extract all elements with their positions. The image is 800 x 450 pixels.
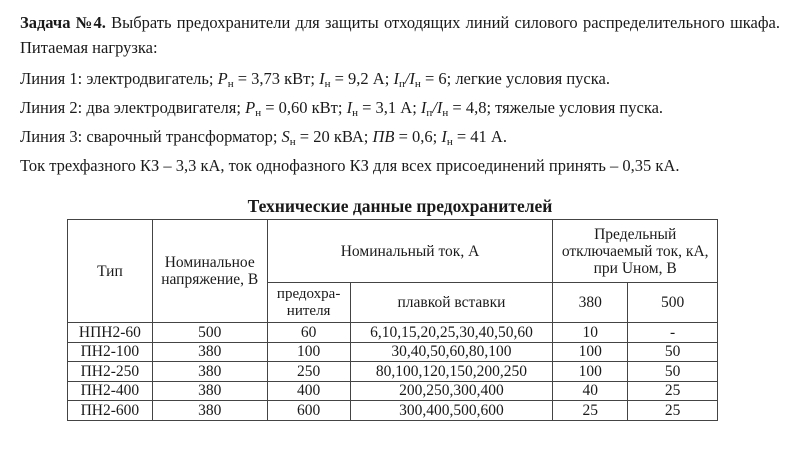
cell-fuse-current: 60	[267, 323, 350, 343]
cell-type: ПН2-600	[68, 401, 153, 421]
ratio-symbol-a: I	[420, 98, 427, 117]
ratio-symbol-a: I	[441, 127, 447, 146]
ratio-subscript-a: п	[398, 78, 405, 90]
power-subscript: н	[289, 136, 296, 148]
table-row	[68, 381, 718, 401]
cell-fuse-current: 250	[267, 362, 350, 382]
cell-fuse-current: 100	[267, 342, 350, 362]
cell-breaking-380: 10	[553, 323, 628, 343]
task-intro	[20, 10, 780, 60]
header-type: Тип	[68, 220, 153, 323]
ratio-subscript-b: н	[414, 78, 421, 90]
current-symbol: I	[319, 69, 325, 88]
task-statement	[20, 10, 780, 182]
current-symbol: ПВ	[372, 127, 395, 146]
power-symbol: P	[245, 98, 256, 117]
cell-type: НПН2-60	[68, 323, 153, 343]
task-intro-text: Выбрать предохранители для защиты отходящих линий силового распределительного шкафа. Питаемая нагрузка:	[20, 13, 781, 57]
table-row	[68, 362, 718, 382]
fuse-table	[67, 219, 718, 421]
power-symbol: S	[281, 127, 290, 146]
ratio-symbol-b: I	[409, 69, 415, 88]
table-row	[68, 342, 718, 362]
table-body	[68, 323, 718, 421]
power-value: = 20 кВА;	[295, 127, 373, 146]
table-row	[68, 401, 718, 421]
cell-insert-current: 300,400,500,600	[350, 401, 553, 421]
ratio-subscript-a: п	[426, 107, 433, 119]
line-prefix: Линия 3: сварочный трансформатор;	[20, 127, 282, 146]
current-subscript: н	[324, 78, 331, 90]
ratio-value: = 4,8; тяжелые условия пуска.	[448, 98, 664, 117]
current-value: = 3,1 А;	[357, 98, 421, 117]
cell-voltage: 380	[152, 401, 267, 421]
header-380: 380	[553, 283, 628, 323]
cell-voltage: 500	[152, 323, 267, 343]
cell-breaking-500: 50	[628, 362, 718, 382]
header-voltage: Номинальное напряжение, В	[152, 220, 267, 323]
cell-insert-current: 200,250,300,400	[350, 381, 553, 401]
table-row	[68, 323, 718, 343]
cell-breaking-500: 50	[628, 342, 718, 362]
ratio-subscript-a: н	[446, 136, 453, 148]
load-line	[20, 66, 780, 91]
cell-type: ПН2-400	[68, 381, 153, 401]
cell-voltage: 380	[152, 362, 267, 382]
cell-insert-current: 30,40,50,60,80,100	[350, 342, 553, 362]
cell-fuse-current: 600	[267, 401, 350, 421]
power-value: = 0,60 кВт;	[261, 98, 347, 117]
cell-breaking-380: 40	[553, 381, 628, 401]
power-symbol: P	[217, 69, 228, 88]
cell-fuse-current: 400	[267, 381, 350, 401]
cell-breaking-500: 25	[628, 401, 718, 421]
cell-breaking-380: 100	[553, 362, 628, 382]
cell-breaking-500: 25	[628, 381, 718, 401]
header-500: 500	[628, 283, 718, 323]
cell-voltage: 380	[152, 342, 267, 362]
cell-type: ПН2-250	[68, 362, 153, 382]
load-lines	[20, 66, 780, 178]
header-current: Номинальный ток, А	[267, 220, 553, 283]
header-fuse: предохра-нителя	[267, 283, 350, 323]
ratio-symbol-a: I	[393, 69, 399, 88]
ratio-value: = 6; легкие условия пуска.	[420, 69, 610, 88]
task-header: Задача №4.	[20, 13, 106, 32]
load-line	[20, 124, 780, 149]
ratio-subscript-b: н	[442, 107, 449, 119]
power-subscript: н	[227, 78, 234, 90]
load-line	[20, 95, 780, 120]
cell-type: ПН2-100	[68, 342, 153, 362]
table-title: Технические данные предохранителей	[247, 196, 553, 216]
cell-voltage: 380	[152, 381, 267, 401]
header-insert: плавкой вставки	[350, 283, 553, 323]
cell-insert-current: 80,100,120,150,200,250	[350, 362, 553, 382]
cell-insert-current: 6,10,15,20,25,30,40,50,60	[350, 323, 553, 343]
cell-breaking-500: -	[628, 323, 718, 343]
ratio-value: = 41 А.	[452, 127, 507, 146]
power-value: = 3,73 кВт;	[233, 69, 320, 88]
power-subscript: н	[255, 107, 262, 119]
cell-breaking-380: 25	[553, 401, 628, 421]
current-symbol: I	[346, 98, 353, 117]
cell-breaking-380: 100	[553, 342, 628, 362]
header-breaking: Предельный отключаемый ток, кА, при Uном, В	[553, 220, 718, 283]
ratio-slash: /	[404, 69, 410, 88]
current-value: = 0,6;	[394, 127, 442, 146]
current-subscript: н	[352, 107, 358, 119]
ratio-symbol-b: I	[436, 98, 443, 117]
short-circuit-note: Ток трехфазного КЗ – 3,3 кА, ток однофазного КЗ для всех присоединений принять – 0,35 кА.	[20, 156, 680, 175]
line-prefix: Линия 1: электродвигатель;	[20, 69, 218, 88]
line-prefix: Линия 2: два электродвигателя;	[20, 98, 246, 117]
current-value: = 9,2 А;	[330, 69, 394, 88]
ratio-slash: /	[432, 98, 437, 117]
